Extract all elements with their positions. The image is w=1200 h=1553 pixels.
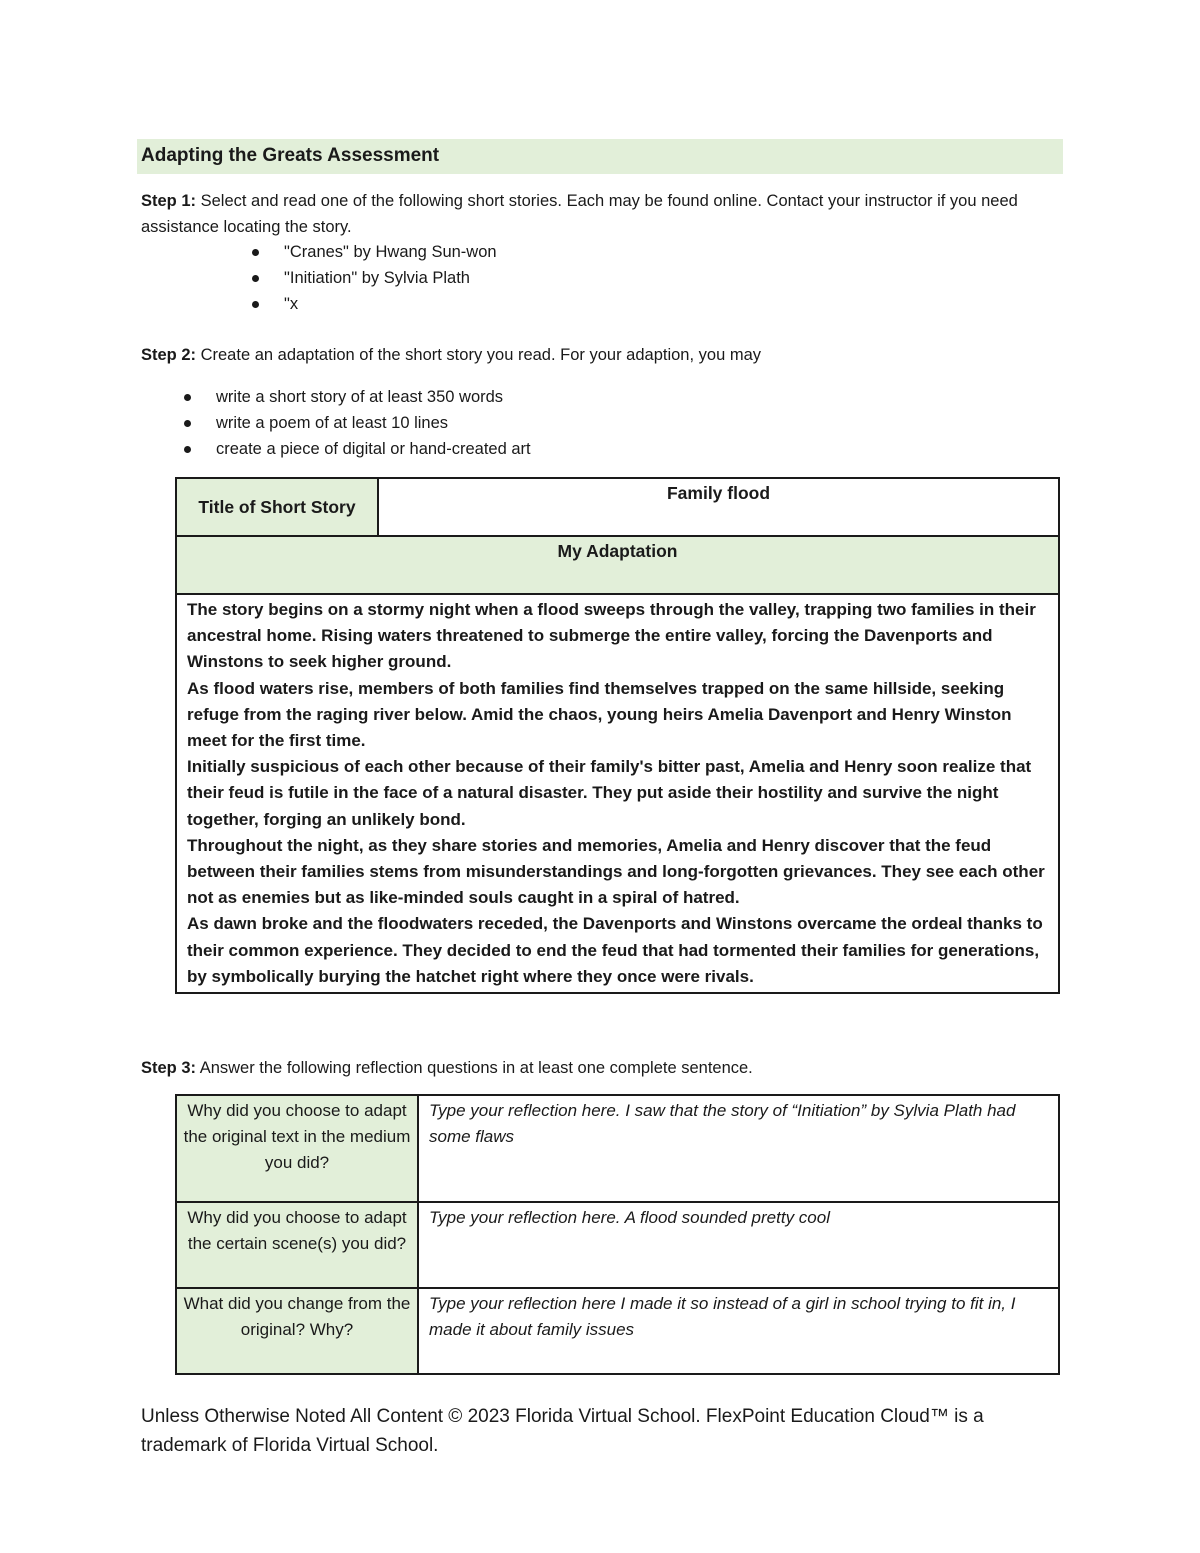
reflection-question-cell: Why did you choose to adapt the original text in the medium you did? [176, 1095, 418, 1202]
step3-label: Step 3: [141, 1059, 197, 1077]
table-row [176, 1095, 1059, 1202]
step3-text: Answer the following reflection questions in at least one complete sentence. [196, 1059, 753, 1077]
story-paragraph: Throughout the night, as they share stories and memories, Amelia and Henry discover that the feud between their families stems from misunderstandings and long-forgotten grievances. They see each other not as enemies but as like-minded souls caught in a spiral of hatred. [187, 835, 1045, 908]
list-item: "Initiation" by Sylvia Plath [284, 265, 497, 291]
step2-paragraph [141, 342, 1061, 368]
title-value-cell[interactable]: Family flood [378, 478, 1059, 536]
list-item: write a short story of at least 350 words [216, 384, 531, 410]
story-paragraph: Initially suspicious of each other because of their family's bitter past, Amelia and Henry soon realize that their feud is futile in the face of a natural disaster. They put aside their hostility and survive the night together, forging an unlikely bond. [187, 757, 1032, 829]
story-paragraph: The story begins on a stormy night when a flood sweeps through the valley, trapping two families in their ancestral home. Rising waters threatened to submerge the entire valley, forcing the Davenports and Winstons to seek higher ground. [187, 600, 1036, 672]
list-item: write a poem of at least 10 lines [216, 410, 531, 436]
bullet-icon [184, 446, 191, 453]
adaptation-table [175, 477, 1060, 994]
bullet-icon [184, 420, 191, 427]
bullet-icon [252, 275, 259, 282]
list-item: create a piece of digital or hand-created art [216, 436, 531, 462]
step2-label: Step 2: [141, 346, 197, 364]
page-title: Adapting the Greats Assessment [141, 145, 440, 166]
step1-text: Select and read one of the following short stories. Each may be found online. Contact your instructor if you need assistance locating the story. [141, 192, 1018, 236]
reflection-answer-cell[interactable]: Type your reflection here. I saw that the story of “Initiation” by Sylvia Plath had some flaws [418, 1095, 1059, 1202]
reflection-answer-cell[interactable]: Type your reflection here. A flood sounded pretty cool [418, 1202, 1059, 1288]
step1-paragraph [141, 188, 1061, 240]
reflection-answer-cell[interactable]: Type your reflection here I made it so instead of a girl in school trying to fit in, I made it about family issues [418, 1288, 1059, 1374]
reflection-table [175, 1094, 1060, 1375]
step3-paragraph [141, 1055, 1061, 1081]
copyright-footer: Unless Otherwise Noted All Content © 2023 Florida Virtual School. FlexPoint Education Cloud™ is a trademark of Florida Virtual School. [141, 1406, 984, 1456]
table-row [176, 1288, 1059, 1374]
reflection-question-cell: What did you change from the original? Why? [176, 1288, 418, 1374]
adaptation-text-cell[interactable] [176, 594, 1059, 993]
my-adaptation-heading: My Adaptation [176, 536, 1059, 594]
table-row [176, 1202, 1059, 1288]
step2-text: Create an adaptation of the short story you read. For your adaption, you may [196, 346, 762, 364]
story-paragraph: As flood waters rise, members of both families find themselves trapped on the same hillside, seeking refuge from the raging river below. Amid the chaos, young heirs Amelia Davenport and Henry Winston meet for the first time. [187, 678, 1012, 751]
bullet-icon [252, 249, 259, 256]
story-paragraph: As dawn broke and the floodwaters receded, the Davenports and Winstons overcame the ordeal thanks to their common experience. They decided to end the feud that had tormented their families for generations, by symbolically burying the hatchet right where they once were rivals. [187, 914, 1043, 986]
list-item: "x [284, 291, 497, 317]
bullet-icon [252, 301, 259, 308]
step1-label: Step 1: [141, 192, 197, 210]
adaptation-options-list [216, 384, 531, 462]
list-item: "Cranes" by Hwang Sun-won [284, 239, 497, 265]
bullet-icon [184, 394, 191, 401]
reflection-question-cell: Why did you choose to adapt the certain scene(s) you did? [176, 1202, 418, 1288]
story-list [284, 239, 497, 317]
title-label-cell: Title of Short Story [176, 478, 378, 536]
